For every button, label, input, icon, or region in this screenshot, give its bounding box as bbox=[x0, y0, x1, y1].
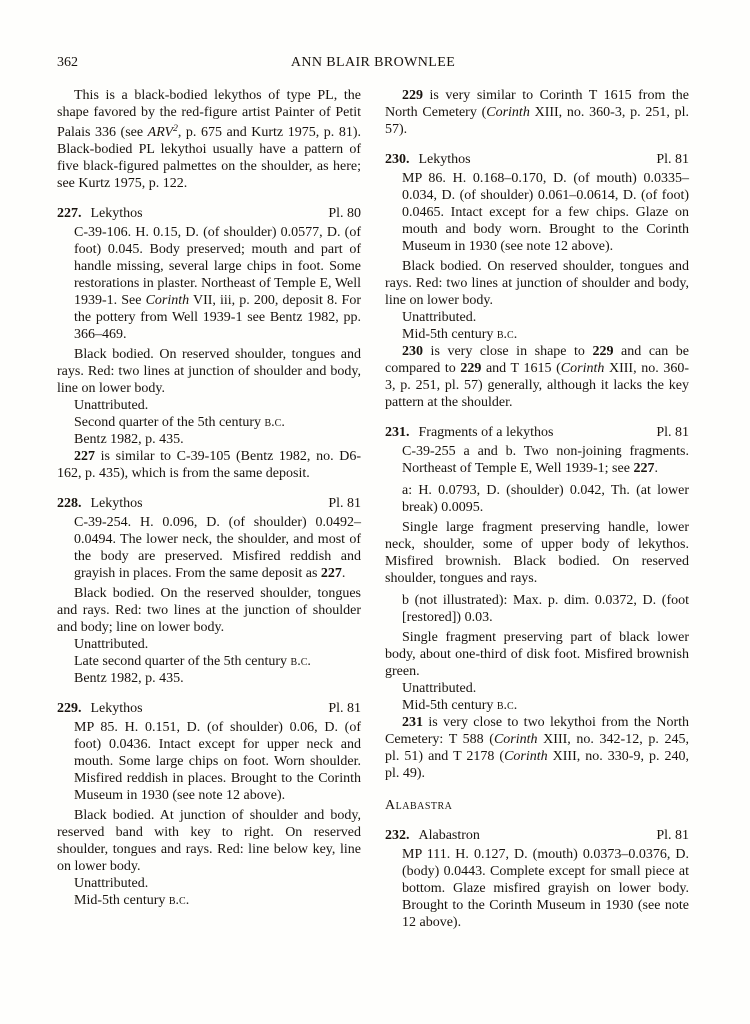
paragraph-date-right-14 bbox=[385, 697, 689, 714]
plate-reference: Pl. 80 bbox=[328, 205, 361, 221]
paragraph-description-left-10 bbox=[57, 585, 361, 636]
text-segment-right-15-3: XIII, no. 342-12, p. 245, pl. 51) and T 2178 ( bbox=[385, 732, 689, 764]
page-number: 362 bbox=[57, 55, 78, 70]
paragraph-measurements-left-15 bbox=[57, 719, 361, 804]
text-segment-left-18-0: Mid-5th century bbox=[74, 892, 169, 908]
text-segment-left-0-3: , p. 675 and Kurtz 1975, p. 81). Black-bodied PL lekythoi usually have a pattern of five black-figured palmettes on the shoulder, as here; see Kurtz 1975, p. 122. bbox=[57, 124, 361, 191]
text-segment-right-6-4: 229 bbox=[460, 361, 482, 376]
entry-title: Lekythos bbox=[90, 700, 143, 716]
text-segment-right-0-2: Corinth bbox=[486, 105, 530, 120]
text-segment-right-0-1: is very similar to Corinth T 1615 from the North Cemetery ( bbox=[385, 88, 689, 120]
paragraph-measurements-right-18 bbox=[385, 846, 689, 931]
text-segment-right-15-5: XIII, no. 330-9, p. 240, pl. 49). bbox=[385, 749, 689, 781]
entry-title: Lekythos bbox=[90, 495, 143, 511]
text-segment-right-0-0: 229 bbox=[402, 88, 423, 103]
text-segment-left-0-0: This is a black-bodied lekythos of type PL, the shape favored by the red-figure artist Painter of Petit Palais 336 (see bbox=[57, 88, 361, 140]
entry-number: 231. bbox=[385, 425, 410, 440]
text-segment-right-15-0: 231 bbox=[402, 715, 423, 730]
text-segment-left-10-0: Black bodied. On the reserved shoulder, tongues and rays. Red: two lines at the junction of shoulder and body; line on lower body. bbox=[57, 585, 361, 635]
text-segment-right-6-3: and can be compared to bbox=[385, 344, 690, 376]
entry-heading-231 bbox=[385, 424, 689, 441]
paragraph-reference-left-13 bbox=[57, 670, 361, 687]
text-segment-left-9-1: 227 bbox=[320, 565, 342, 581]
entry-heading-228 bbox=[57, 495, 361, 512]
entry-title: Lekythos bbox=[418, 152, 471, 167]
text-segment-right-6-1: is very close in shape to bbox=[423, 344, 593, 359]
paragraph-comparison-right-0 bbox=[385, 87, 689, 138]
text-segment-right-0-3: XIII, no. 360-3, p. 251, pl. 57). bbox=[385, 105, 689, 137]
paragraph-description-right-12 bbox=[385, 629, 689, 680]
plate-reference: Pl. 81 bbox=[656, 152, 689, 167]
text-segment-right-6-6: Corinth bbox=[560, 361, 605, 376]
paragraph-date-left-12 bbox=[57, 653, 361, 670]
paragraph-comparison-right-15 bbox=[385, 714, 689, 782]
text-segment-right-18-0: MP 111. H. 0.127, D. (mouth) 0.0373–0.0376, D. (body) 0.0443. Complete except for small piece at bottom. Glaze misfired grayish on lower body. Brought to the Corinth Museum in 1930 (see note 12 above). bbox=[402, 847, 689, 930]
paragraph-description-left-16 bbox=[57, 807, 361, 875]
paragraph-reference-left-6 bbox=[57, 431, 361, 448]
entry-number: 232. bbox=[385, 828, 410, 843]
text-segment-left-12-0: Late second quarter of the 5th century bbox=[74, 653, 291, 669]
text-segment-right-6-2: 229 bbox=[592, 344, 614, 359]
running-header bbox=[57, 54, 689, 70]
text-segment-right-15-4: Corinth bbox=[504, 749, 548, 764]
entry-heading-227 bbox=[57, 205, 361, 222]
text-segment-right-14-1: b.c. bbox=[496, 698, 518, 713]
text-segment-left-9-0: C-39-254. H. 0.096, D. (of shoulder) 0.0492–0.0494. The lower neck, the shoulder, and most of the body are preserved. Misfired reddish and grayish in places. From the same deposit as bbox=[74, 514, 361, 581]
paragraph-attribution-left-17 bbox=[57, 875, 361, 892]
left-column bbox=[57, 87, 361, 931]
text-segment-left-2-0: C-39-106. H. 0.15, D. (of shoulder) 0.0577, D. (of foot) 0.045. Body preserved; mouth and part of handle missing, several large chips in foot. Some restorations in plaster. Northeast of Temple E, Well 1939-1. See bbox=[74, 224, 361, 308]
text-segment-left-12-1: b.c. bbox=[290, 653, 311, 669]
text-segment-right-5-0: Mid-5th century bbox=[402, 327, 497, 342]
text-segment-right-11-0: b (not illustrated): Max. p. dim. 0.0372, D. (foot [restored]) 0.03. bbox=[402, 593, 689, 625]
text-segment-right-10-0: Single large fragment preserving handle, lower neck, shoulder, some of upper body of lekythos. Misfired brownish. Black bodied. On reserved shoulder, tongues and rays. bbox=[385, 520, 689, 586]
text-segment-left-15-0: MP 85. H. 0.151, D. (of shoulder) 0.06, D. (of foot) 0.0436. Intact except for upper neck and mouth. Some large chips on foot. Worn shoulder. Misfired reddish in places. Brought to the Corinth Museum in 1930 (see note 12 above). bbox=[74, 719, 361, 803]
text-segment-right-4-0: Unattributed. bbox=[402, 310, 477, 325]
paragraph-date-left-18 bbox=[57, 892, 361, 909]
paragraph-intro-left-0 bbox=[57, 87, 361, 192]
plate-reference: Pl. 81 bbox=[656, 828, 689, 843]
text-segment-left-16-0: Black bodied. At junction of shoulder and body, reserved band with key to right. On reserved shoulder, tongues and rays. Red: line below key, line on lower body. bbox=[57, 807, 361, 874]
paragraph-date-left-5 bbox=[57, 414, 361, 431]
text-segment-right-15-1: is very close to two lekythoi from the North Cemetery: T 588 ( bbox=[385, 715, 689, 747]
text-segment-left-6-0: Bentz 1982, p. 435. bbox=[74, 431, 184, 447]
entry-number: 227. bbox=[57, 205, 82, 221]
plate-reference: Pl. 81 bbox=[328, 700, 361, 716]
paragraph-description-right-10 bbox=[385, 519, 689, 587]
paragraph-attribution-left-4 bbox=[57, 397, 361, 414]
text-segment-left-3-0: Black bodied. On reserved shoulder, tongues and rays. Red: two lines at junction of shoulder and body, line on lower body. bbox=[57, 346, 361, 396]
text-segment-left-7-0: 227 bbox=[74, 448, 95, 464]
text-segment-left-2-2: VII, iii, p. 200, deposit 8. For the pottery from Well 1939-1 see Bentz 1982, pp. 366–469. bbox=[74, 292, 361, 342]
paragraph-attribution-right-13 bbox=[385, 680, 689, 697]
text-segment-right-3-0: Black bodied. On reserved shoulder, tongues and rays. Red: two lines at junction of shoulder and body, line on lower body. bbox=[385, 259, 689, 308]
entry-title: Fragments of a lekythos bbox=[418, 425, 554, 440]
text-segment-left-2-1: Corinth bbox=[145, 292, 190, 308]
paragraph-measurements-left-9 bbox=[57, 514, 361, 582]
section-heading-alabastra: Alabastra bbox=[385, 798, 453, 813]
text-segment-right-5-1: b.c. bbox=[496, 327, 518, 342]
entry-heading-232 bbox=[385, 827, 689, 844]
plate-reference: Pl. 81 bbox=[328, 495, 361, 511]
text-segment-right-6-0: 230 bbox=[402, 344, 423, 359]
text-segment-left-0-1: ARV bbox=[147, 124, 174, 140]
text-columns bbox=[57, 87, 689, 931]
text-segment-right-8-2: . bbox=[654, 461, 658, 476]
text-segment-left-13-0: Bentz 1982, p. 435. bbox=[74, 670, 184, 686]
right-column bbox=[385, 87, 689, 931]
text-segment-right-14-0: Mid-5th century bbox=[402, 698, 497, 713]
text-segment-right-12-0: Single fragment preserving part of black lower body, about one-third of disk foot. Misfired brownish green. bbox=[385, 630, 689, 679]
plate-reference: Pl. 81 bbox=[656, 425, 689, 440]
paragraph-attribution-right-4 bbox=[385, 309, 689, 326]
paragraph-measurements-right-8 bbox=[385, 443, 689, 477]
text-segment-left-18-1: b.c. bbox=[168, 892, 190, 908]
paragraph-description-left-3 bbox=[57, 346, 361, 397]
paragraph-attribution-left-11 bbox=[57, 636, 361, 653]
text-segment-right-8-1: 227 bbox=[633, 461, 655, 476]
paragraph-comparison-right-6 bbox=[385, 343, 689, 411]
text-segment-right-13-0: Unattributed. bbox=[402, 681, 477, 696]
entry-title: Lekythos bbox=[90, 205, 143, 221]
text-segment-left-5-0: Second quarter of the 5th century bbox=[74, 414, 265, 430]
running-head-author: ANN BLAIR BROWNLEE bbox=[290, 55, 456, 70]
text-segment-left-0-2: 2 bbox=[173, 124, 178, 134]
text-segment-right-6-5: and T 1615 ( bbox=[481, 361, 561, 376]
paragraph-measurements-left-2 bbox=[57, 224, 361, 343]
entry-heading-230 bbox=[385, 151, 689, 168]
text-segment-right-6-7: XIII, no. 360-3, p. 251, pl. 57) generally, although it lacks the key pattern at the shoulder. bbox=[385, 361, 689, 410]
text-segment-right-9-0: a: H. 0.0793, D. (shoulder) 0.042, Th. (at lower break) 0.0095. bbox=[402, 483, 689, 515]
text-segment-left-9-2: . bbox=[341, 565, 346, 581]
paragraph-submeasure-right-9 bbox=[385, 482, 689, 516]
text-segment-right-2-0: MP 86. H. 0.168–0.170, D. (of mouth) 0.0335–0.034, D. (of shoulder) 0.061–0.0614, D. (of foot) 0.0465. Intact except for a few chips. Glaze on mouth and body worn. Brought to the Corinth Museum in 1930 (see note 12 above). bbox=[402, 171, 689, 254]
text-segment-left-4-0: Unattributed. bbox=[74, 397, 149, 413]
text-segment-right-8-0: C-39-255 a and b. Two non-joining fragments. Northeast of Temple E, Well 1939-1; see bbox=[402, 444, 689, 476]
paragraph-measurements-right-2 bbox=[385, 170, 689, 255]
text-segment-left-7-1: is similar to C-39-105 (Bentz 1982, no. D6-162, p. 435), which is from the same deposit. bbox=[57, 448, 361, 481]
entry-heading-229 bbox=[57, 700, 361, 717]
text-segment-left-5-1: b.c. bbox=[264, 414, 285, 430]
entry-number: 230. bbox=[385, 152, 410, 167]
text-segment-left-11-0: Unattributed. bbox=[74, 636, 149, 652]
entry-number: 228. bbox=[57, 495, 82, 511]
entry-number: 229. bbox=[57, 700, 82, 716]
paragraph-comparison-left-7 bbox=[57, 448, 361, 482]
paragraph-submeasure-right-11 bbox=[385, 592, 689, 626]
entry-title: Alabastron bbox=[418, 828, 480, 843]
text-segment-right-15-2: Corinth bbox=[493, 732, 538, 747]
paragraph-date-right-5 bbox=[385, 326, 689, 343]
text-segment-left-17-0: Unattributed. bbox=[74, 875, 149, 891]
paragraph-description-right-3 bbox=[385, 258, 689, 309]
